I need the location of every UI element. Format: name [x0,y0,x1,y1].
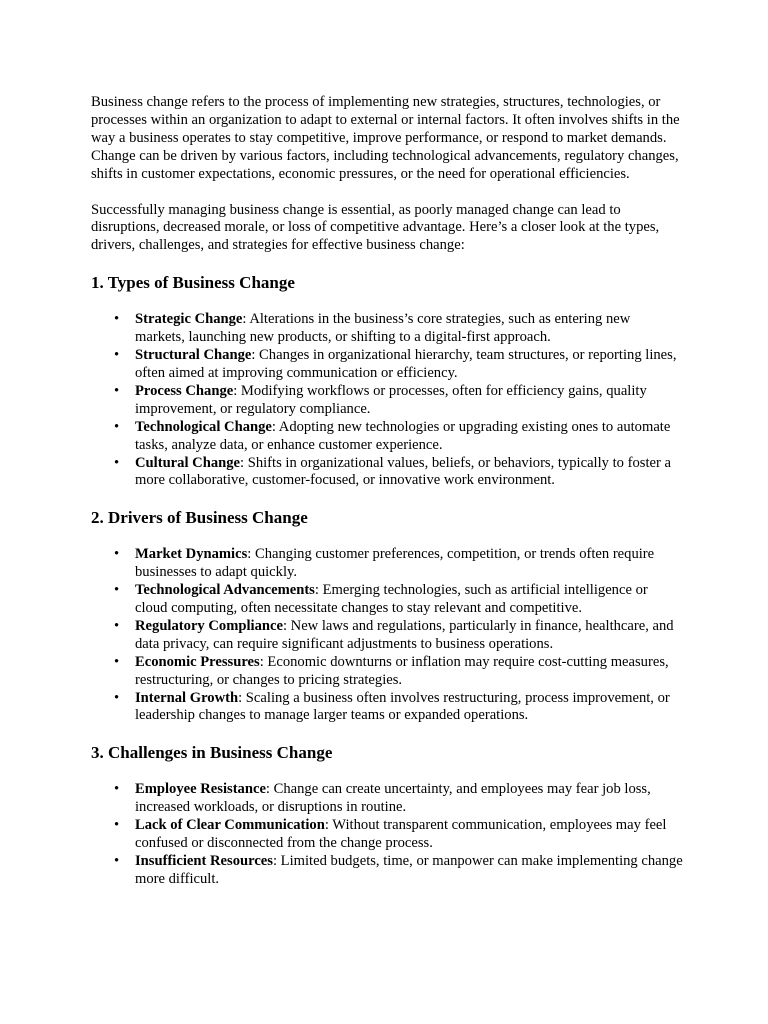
list-item-text: : Modifying workflows or processes, often for efficiency gains, quality improvement, or regulatory compliance. [135,382,647,417]
list-item-text: : Emerging technologies, such as artificial intelligence or cloud computing, often necessitate changes to stay relevant and competitive. [135,582,648,617]
section-heading-types: 1. Types of Business Change [91,273,295,293]
list-item-text: : Changing customer preferences, competition, or trends often require businesses to adapt quickly. [135,546,655,581]
list-item-term: Regulatory Compliance [135,617,283,634]
list-item-term: Structural Change [135,347,252,364]
list-item-term: Economic Pressures [135,653,260,670]
document-page [91,94,683,907]
list-item [135,690,683,726]
list-item-term: Internal Growth [135,689,239,706]
list-item-text: : Without transparent communication, employees may feel confused or disconnected from the change process. [135,817,667,852]
list-item [135,618,683,654]
list-item-term: Technological Change [135,418,272,435]
list-item [135,817,683,853]
list-item [135,546,683,582]
list-item [135,419,683,455]
list-item [135,383,683,419]
intro-paragraph-1: Business change refers to the process of implementing new strategies, structures, technologies, or processes within an organization to adapt to external or internal factors. It often involves shifts in the way a business operates to stay competitive, improve performance, or respond to market demands. Change can be driven by various factors, including technological advancements, regulatory changes, shifts in customer expectations, economic pressures, or the need for operational efficiencies. [91,94,680,182]
bullet-list-types [91,311,683,490]
list-item-text: : Economic downturns or inflation may require cost-cutting measures, restructuring, or changes to pricing strategies. [135,653,669,688]
section-heading-drivers: 2. Drivers of Business Change [91,508,308,528]
section-heading-challenges: 3. Challenges in Business Change [91,743,333,763]
list-item-text: : Change can create uncertainty, and employees may fear job loss, increased workloads, or disruptions in routine. [135,781,651,816]
list-item-text: : Limited budgets, time, or manpower can make implementing change more difficult. [135,853,683,887]
list-item-term: Process Change [135,382,234,399]
list-item-text: : Adopting new technologies or upgrading existing ones to automate tasks, analyze data, or enhance customer experience. [135,418,671,453]
list-item-text: : Alterations in the business’s core strategies, such as entering new markets, launching new products, or shifting to a digital-first approach. [135,311,631,346]
list-item [135,311,683,347]
bullet-list-drivers [91,546,683,725]
list-item [135,853,683,889]
list-item-term: Strategic Change [135,311,243,328]
list-item [135,582,683,618]
list-item [135,347,683,383]
list-item-term: Technological Advancements [135,582,315,599]
list-item-term: Insufficient Resources [135,853,273,869]
list-item [135,455,683,491]
list-item-text: : Scaling a business often involves restructuring, process improvement, or leadership changes to manage larger teams or expanded operations. [135,689,670,724]
intro-paragraph-2: Successfully managing business change is essential, as poorly managed change can lead to disruptions, decreased morale, or loss of competitive advantage. Here’s a closer look at the types, drivers, challenges, and strategies for effective business change: [91,201,660,254]
list-item-text: : New laws and regulations, particularly in finance, healthcare, and data privacy, can require significant adjustments to business operations. [135,617,674,652]
list-item [135,654,683,690]
list-item-term: Employee Resistance [135,781,266,798]
list-item-text: : Changes in organizational hierarchy, team structures, or reporting lines, often aimed at improving communication or efficiency. [135,347,677,381]
bullet-list-challenges [91,781,683,888]
list-item-term: Lack of Clear Communication [135,817,325,834]
list-item-text: : Shifts in organizational values, beliefs, or behaviors, typically to foster a more collaborative, customer-focused, or innovative work environment. [135,454,671,489]
list-item-term: Cultural Change [135,454,241,471]
list-item-term: Market Dynamics [135,546,248,563]
list-item [135,781,683,817]
